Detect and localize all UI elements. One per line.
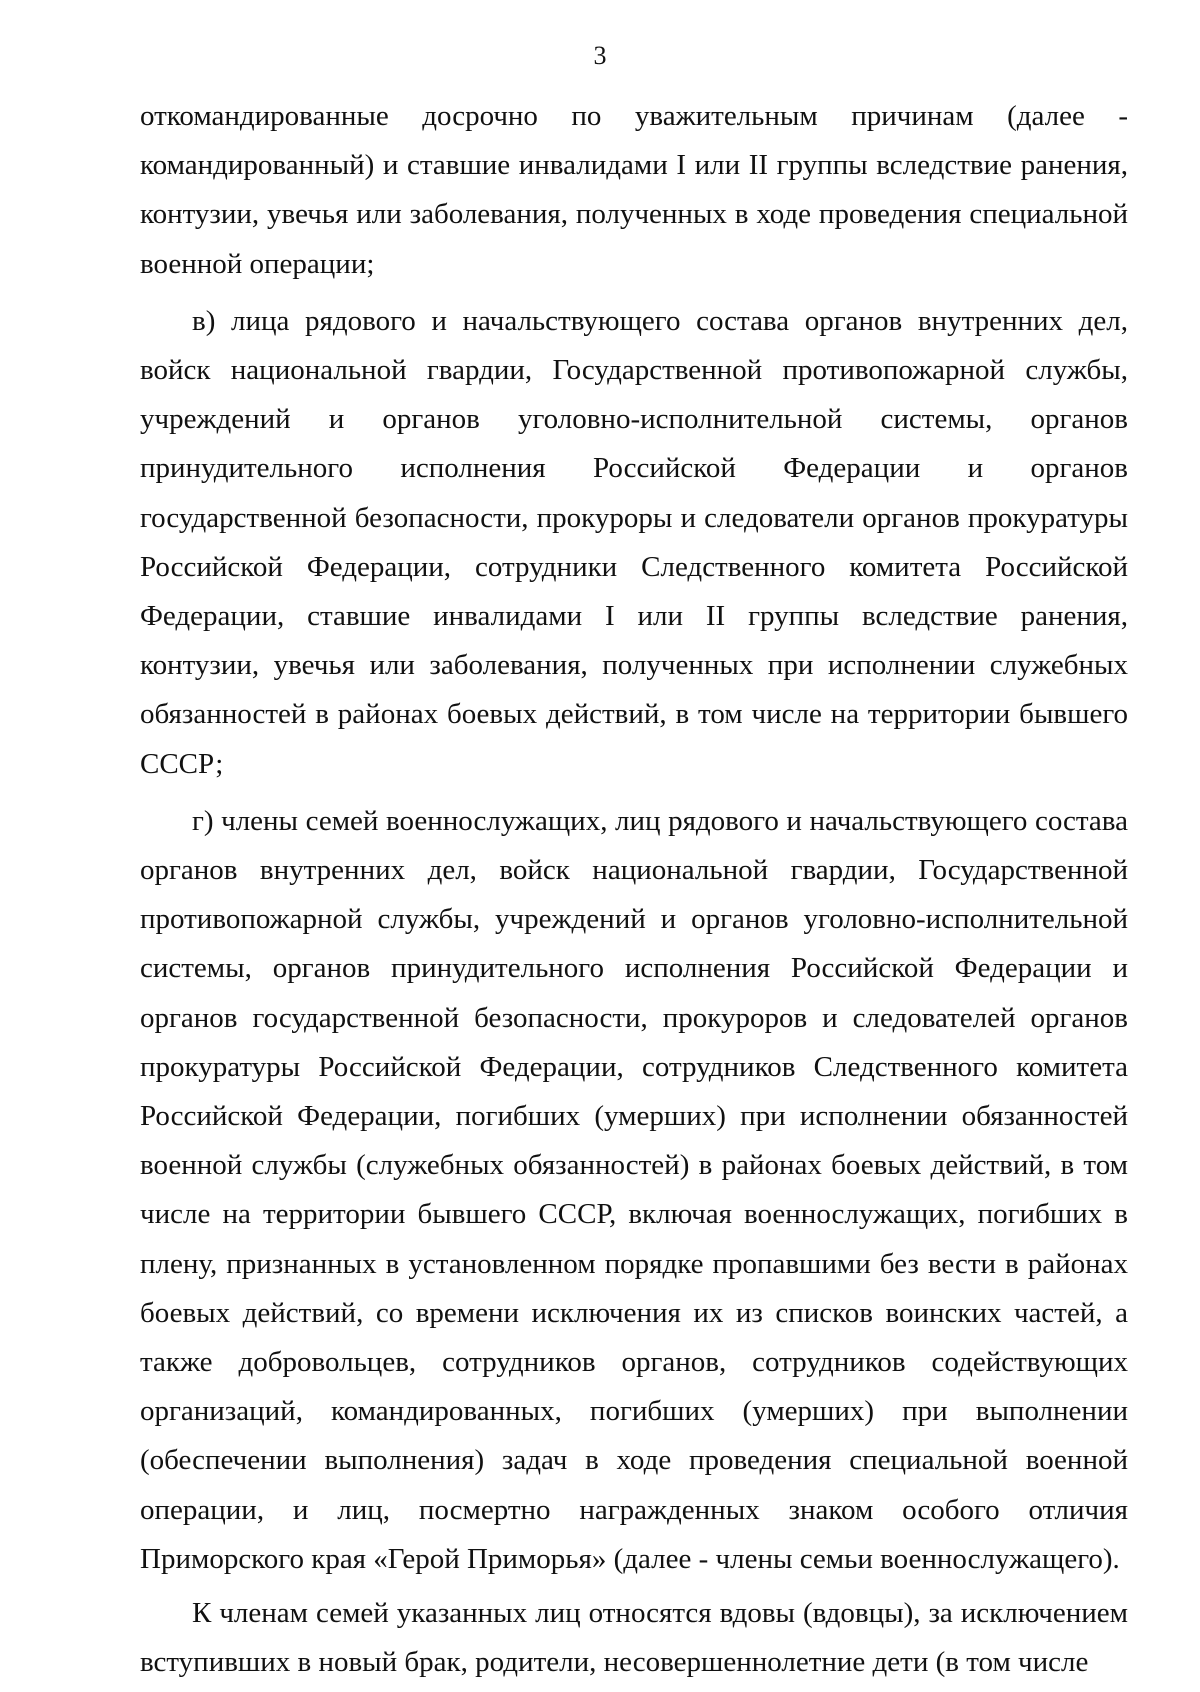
page-number: 3 xyxy=(593,41,607,70)
paragraph-item-g: г) члены семей военнослужащих, лиц рядового и начальствующего состава органов внутренних дел, войск национальной гвардии, Государственной противопожарной службы, учреждений и органов уголовно-исполнительной системы, органов принудительного исполнения Российской Федерации и органов государственной безопасности, прокуроров и следователей органов прокуратуры Российской Федерации, сотрудников Следственного комитета Российской Федерации, погибших (умерших) при исполнении обязанностей военной службы (служебных обязанностей) в районах боевых действий, в том числе на территории бывшего СССР, включая военнослужащих, погибших в плену, признанных в установленном порядке пропавшими без вести в районах боевых действий, со времени исключения их из списков воинских частей, а также добровольцев, сотрудников органов, сотрудников содействующих организаций, командированных, погибших (умерших) при выполнении (обеспечении выполнения) задач в ходе проведения специальной военной операции, и лиц, посмертно награжденных знаком особого отличия Приморского края «Герой Приморья» (далее - члены семьи военнослужащего). xyxy=(140,804,1128,1575)
paragraph-item-v: в) лица рядового и начальствующего состава органов внутренних дел, войск национальной гвардии, Государственной противопожарной службы, учреждений и органов уголовно-исполнительной системы, органов принудительного исполнения Российской Федерации и органов государственной безопасности, прокуроры и следователи органов прокуратуры Российской Федерации, сотрудники Следственного комитета Российской Федерации, ставшие инвалидами I или II группы вследствие ранения, контузии, увечья или заболевания, полученных при исполнении служебных обязанностей в районах боевых действий, в том числе на территории бывшего СССР; xyxy=(140,304,1128,780)
paragraph-continuation: откомандированные досрочно по уважительным причинам (далее - командированный) и ставшие инвалидами I или II группы вследствие ранения, контузии, увечья или заболевания, полученных в ходе проведения специальной военной операции; xyxy=(140,100,1128,280)
paragraph-family-members: К членам семей указанных лиц относятся вдовы (вдовцы), за исключением вступивших в новый брак, родители, несовершеннолетние дети (в том числе xyxy=(140,1597,1128,1679)
document-body xyxy=(140,92,1128,1688)
